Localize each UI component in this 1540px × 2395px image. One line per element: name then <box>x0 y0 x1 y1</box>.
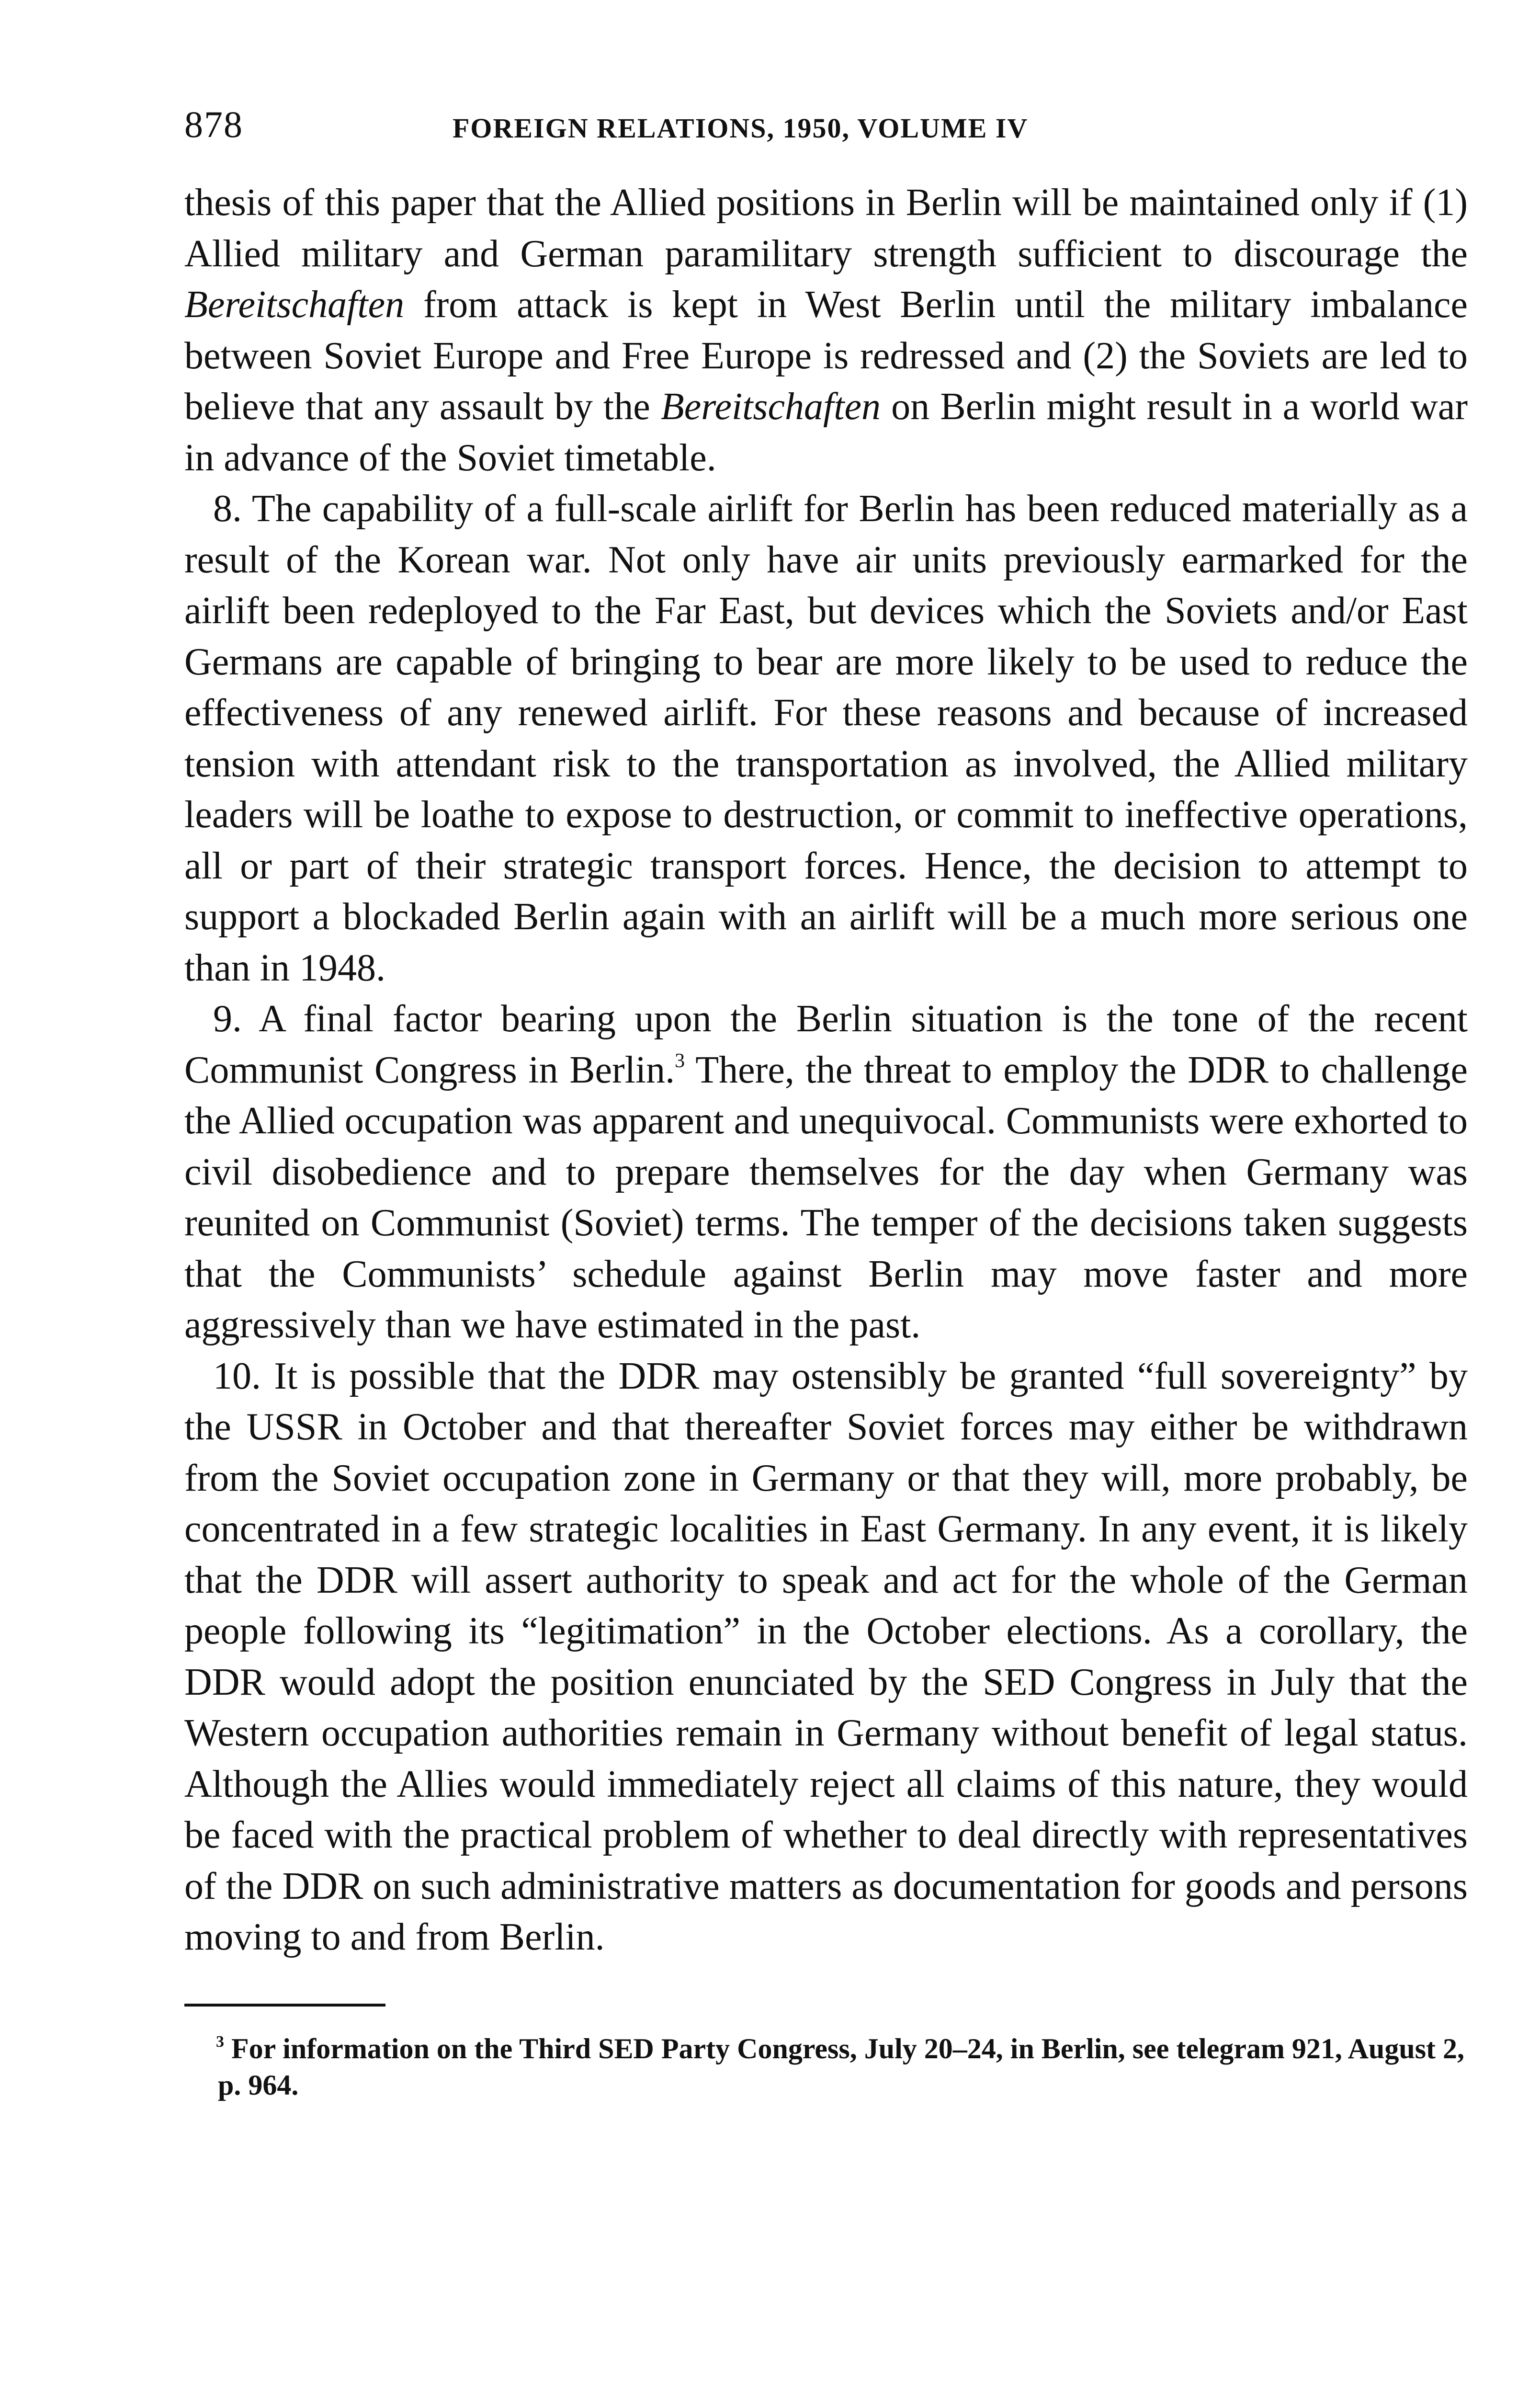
paragraph-8: 8. The capability of a full-scale airlift for Berlin has been reduced materially as a result of the Korean war. Not only have air units previously earmarked for the airlift been redeployed to the Far East, but devices which the Soviets and/or East Germans are capable of bringing to bear are more likely to be used to reduce the effectiveness of any renewed airlift. For these reasons and because of increased tension with attendant risk to the transportation as involved, the Allied military leaders will be loathe to expose to destruction, or commit to ineffective operations, all or part of their strategic transport forces. Hence, the decision to attempt to support a blockaded Berlin again with an airlift will be a much more serious one than in 1948. <box>184 488 1468 989</box>
footnote-reference: 3 <box>675 1049 685 1072</box>
footnote-marker: 3 <box>216 2032 224 2051</box>
paragraph-9 <box>184 993 1468 1351</box>
document-page <box>184 98 1468 2103</box>
text-segment: on Berlin might result in a world war in advance of the Soviet timetable. <box>184 386 1468 479</box>
page-number: 878 <box>184 103 243 145</box>
paragraph-10: 10. It is possible that the DDR may ostensibly be granted “full sovereignty” by the USSR in October and that thereafter Soviet forces may either be withdrawn from the Soviet occupation zone in Germany or that they will, more probably, be concentrated in a few strategic localities in East Germany. In any event, it is likely that the DDR will assert authority to speak and act for the whole of the German people following its “legitimation” in the October elections. As a corollary, the DDR would adopt the position enunciated by the SED Congress in July that the Western occupation authorities remain in Germany without benefit of legal status. Although the Allies would immediately reject all claims of this nature, they would be faced with the practical problem of whether to deal directly with representatives of the DDR on such administrative matters as documentation for goods and persons moving to and from Berlin. <box>184 1355 1468 1958</box>
italic-term: Bereitschaften <box>184 284 405 326</box>
page-header <box>184 98 1468 151</box>
text-segment: from attack is kept in West Berlin until the military imbalance between Soviet Europe and Free Europe is redressed and (2) the Soviets are led to believe that any assault by the <box>184 284 1468 428</box>
footnote-text: For information on the Third SED Party Congress, July 20–24, in Berlin, see telegram 921, August 2, p. 964. <box>218 2032 1465 2101</box>
footnote <box>184 2030 1468 2103</box>
italic-term: Bereitschaften <box>660 386 881 428</box>
paragraph-continuation <box>184 177 1468 483</box>
text-segment: 9. A final factor bearing upon the Berlin situation is the tone of the recent Communist Congress in Berlin. <box>184 998 1468 1091</box>
footnote-divider <box>184 2004 385 2007</box>
running-title: FOREIGN RELATIONS, 1950, VOLUME IV <box>453 113 1029 144</box>
body-text <box>184 177 1468 1963</box>
text-segment: There, the threat to employ the DDR to challenge the Allied occupation was apparent and unequivocal. Communists were exhorted to civil disobedience and to prepare themselves for the day when Germany was reunited on Communist (Soviet) terms. The temper of the decisions taken suggests that the Communists’ schedule against Berlin may move faster and more aggressively than we have estimated in the past. <box>184 1049 1468 1346</box>
text-segment: thesis of this paper that the Allied positions in Berlin will be maintained only if (1) Allied military and German paramilitary strength sufficient to discourage the <box>184 182 1468 275</box>
